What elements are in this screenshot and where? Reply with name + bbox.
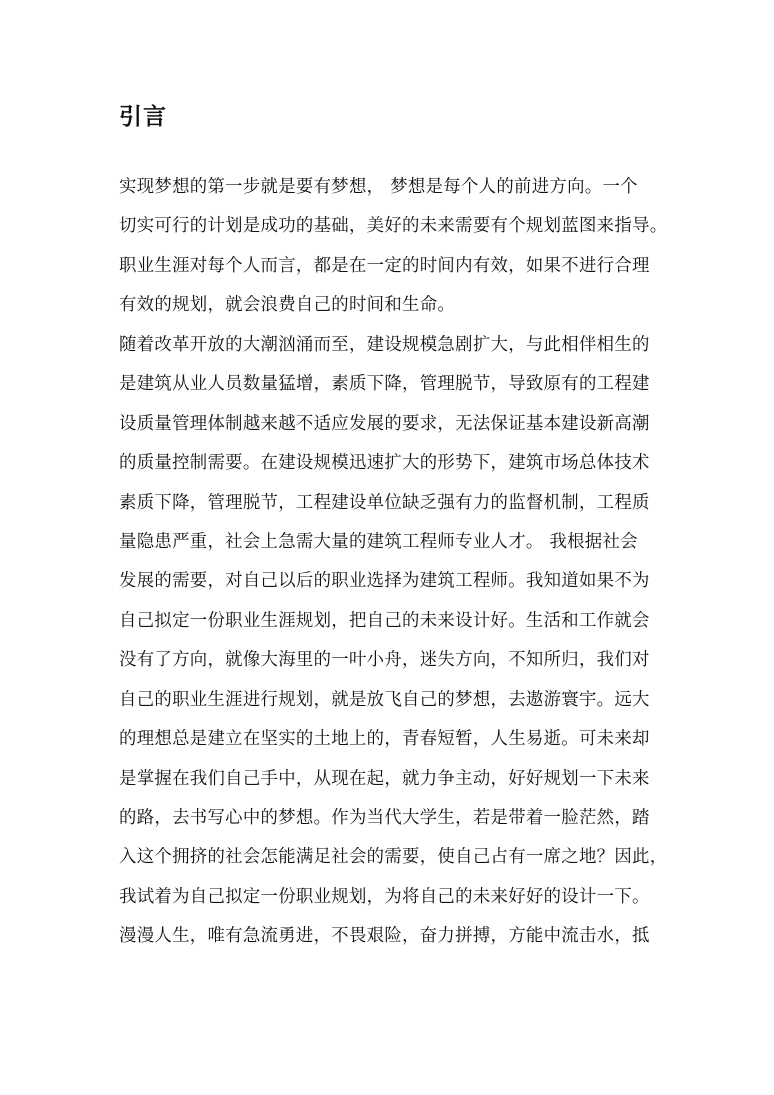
text-line: 没有了方向，就像大海里的一叶小舟，迷失方向，不知所归，我们对 [119, 650, 650, 671]
text-line: 有效的规划，就会浪费自己的时间和生命。 [119, 295, 456, 316]
text-line: 是掌握在我们自己手中，从现在起，就力争主动，好好规划一下未来 [119, 768, 650, 789]
text-line: 随着改革开放的大潮汹涌而至，建设规模急剧扩大，与此相伴相生的 [119, 334, 650, 355]
text-line: 设质量管理体制越来越不适应发展的要求，无法保证基本建设新高潮 [119, 413, 650, 434]
text-line: 我试着为自己拟定一份职业规划，为将自己的未来好好的设计一下。 [119, 886, 650, 907]
text-line: 实现梦想的第一步就是要有梦想， 梦想是每个人的前进方向。一个 [119, 177, 638, 197]
text-line: 量隐患严重，社会上急需大量的建筑工程师专业人才。 我根据社会 [119, 531, 638, 552]
text-line: 发展的需要，对自己以后的职业选择为建筑工程师。我知道如果不为 [119, 571, 650, 592]
text-line: 的质量控制需要。在建设规模迅速扩大的形势下，建筑市场总体技术 [119, 453, 650, 474]
text-line: 素质下降，管理脱节，工程建设单位缺乏强有力的监督机制，工程质 [119, 492, 650, 513]
text-line: 入这个拥挤的社会怎能满足社会的需要，使自己占有一席之地？因此， [119, 847, 668, 868]
text-line: 的理想总是建立在坚实的土地上的，青春短暂，人生易逝。可未来却 [119, 729, 650, 750]
text-line: 职业生涯对每个人而言，都是在一定的时间内有效，如果不进行合理 [119, 255, 650, 276]
text-line: 的路，去书写心中的梦想。作为当代大学生，若是带着一脸茫然，踏 [119, 808, 650, 828]
text-line: 自己拟定一份职业生涯规划，把自己的未来设计好。生活和工作就会 [119, 610, 650, 631]
text-line: 自己的职业生涯进行规划，就是放飞自己的梦想，去遨游寰宇。远大 [119, 689, 650, 710]
text-line: 切实可行的计划是成功的基础，美好的未来需要有个规划蓝图来指导。 [119, 216, 668, 237]
text-line: 漫漫人生，唯有急流勇进，不畏艰险，奋力拼搏，方能中流击水，抵 [119, 926, 650, 947]
text-line: 是建筑从业人员数量猛增，素质下降，管理脱节，导致原有的工程建 [119, 374, 650, 395]
body-text [119, 168, 679, 957]
section-heading: 引言 [119, 103, 167, 130]
